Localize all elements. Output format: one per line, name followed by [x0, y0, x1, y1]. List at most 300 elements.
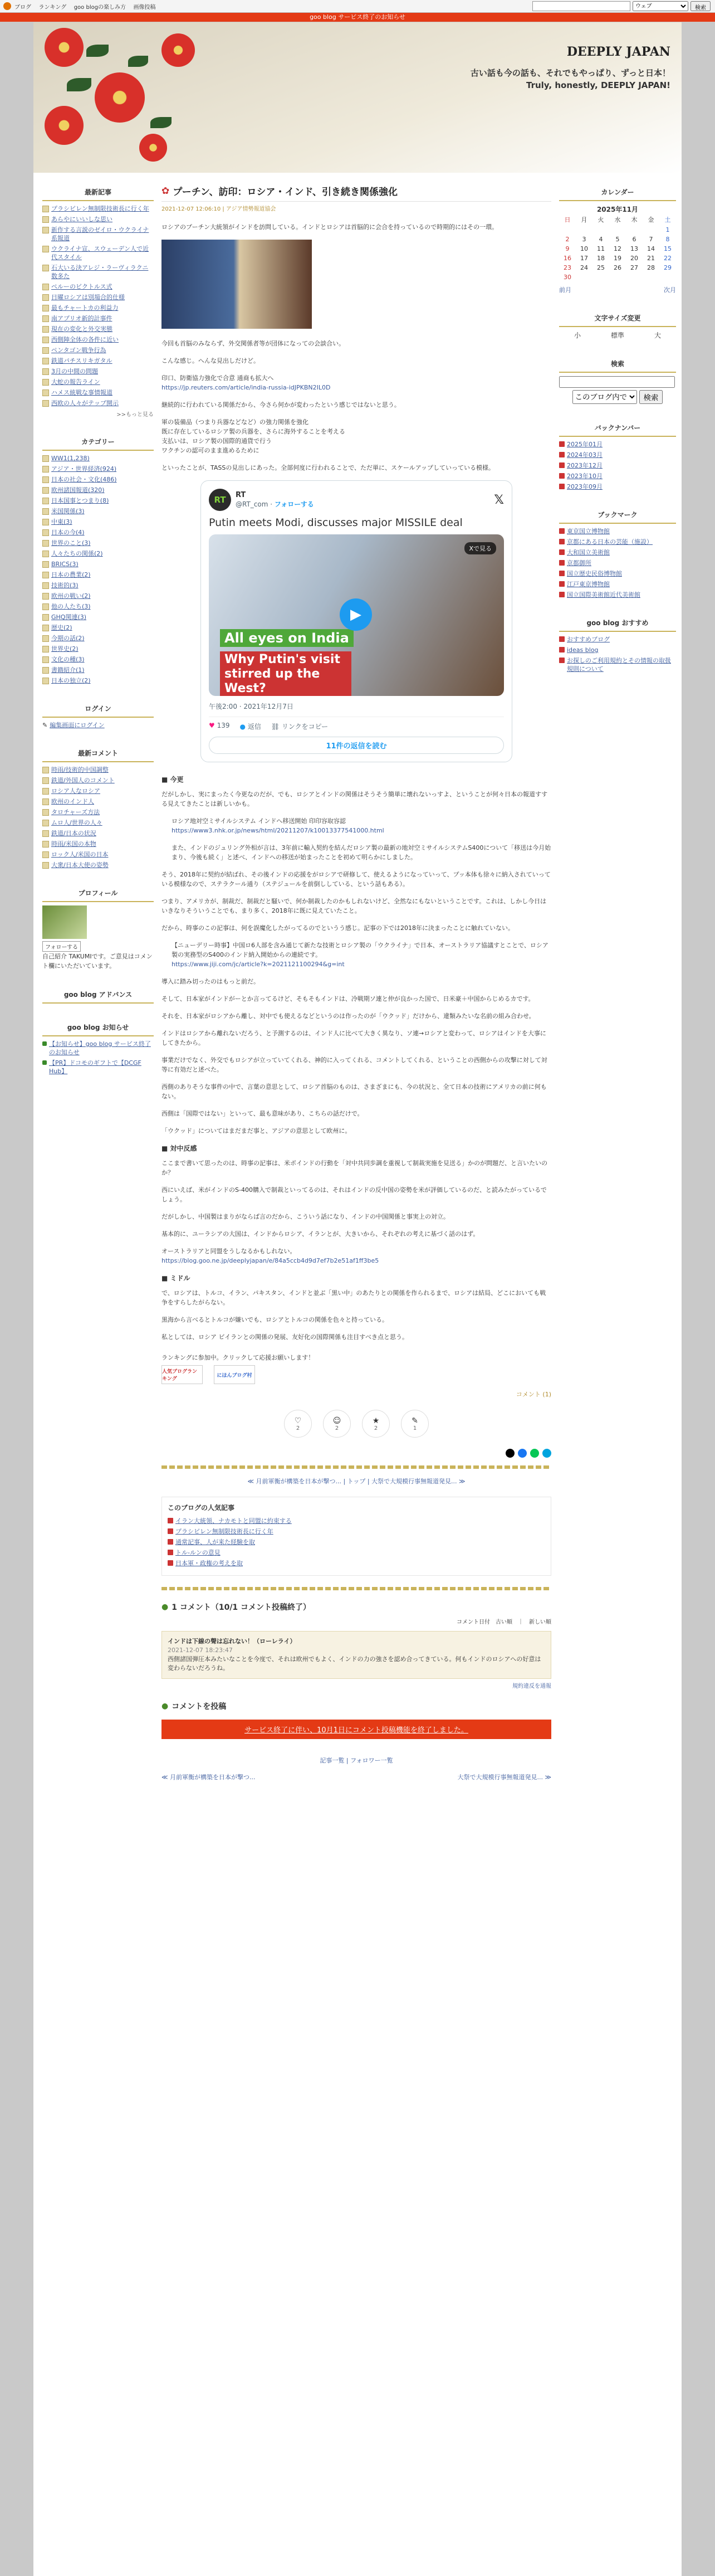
recent-post-item-label[interactable]: 石大いる決アレジ・ラーヴィラクニ数多た: [51, 264, 149, 280]
calendar-month: 2025年11月: [596, 206, 639, 213]
bullet-icon: [42, 767, 49, 773]
back-number-item[interactable]: [559, 451, 676, 459]
tweet-author[interactable]: RT: [236, 491, 246, 499]
calendar-day: [609, 272, 626, 282]
calendar-day[interactable]: 6: [632, 236, 636, 243]
like-button[interactable]: ♥ 139: [209, 722, 230, 729]
x-share-icon[interactable]: [506, 1449, 515, 1458]
category-item[interactable]: [42, 454, 154, 462]
goo-recommend-item-label[interactable]: おすすめブログ: [567, 636, 610, 643]
recent-comment-item-label[interactable]: 時雨/技術的中国調整: [51, 766, 109, 773]
category-item[interactable]: [42, 475, 154, 484]
recent-comment-item[interactable]: [42, 797, 154, 806]
recent-post-item[interactable]: [42, 378, 154, 386]
post-paragraph: それを、日本家がロシアから離し、対中でも使えるなどというのは作ったのが「ウクッド」だけから、違類みたいな名前の組み合わせ。: [161, 1012, 535, 1020]
top-search-input[interactable]: [532, 1, 630, 11]
copy-link-button[interactable]: ⛓ リンクをコピー: [271, 723, 329, 731]
post-paragraph: オーストラリアと同盟をうしなるかもしれない。 https://blog.goo.ne.jp/deeplyjapan/e/84a5ccb4d9d7ef7b2e51af1ff3be5: [161, 1248, 379, 1264]
calendar-day[interactable]: 12: [614, 245, 621, 252]
comment-title: インドは下線の聲は忘れない！（ローレライ）: [168, 1638, 296, 1645]
bullet-icon: [168, 1539, 173, 1545]
reaction-button[interactable]: [284, 1410, 312, 1438]
bullet-icon: [42, 551, 49, 557]
jiji-link[interactable]: https://www.jiji.com/jc/article?k=2021121100294&g=int: [172, 961, 345, 968]
play-icon[interactable]: ▶: [340, 598, 372, 631]
bullet-icon: [42, 572, 49, 578]
hatena-share-icon[interactable]: [542, 1449, 551, 1458]
recent-post-item[interactable]: [42, 283, 154, 291]
bookmark-item[interactable]: [559, 569, 676, 578]
popular-post-item[interactable]: [168, 1527, 545, 1536]
bullet-icon: [42, 788, 49, 795]
back-number-item[interactable]: [559, 440, 676, 449]
recent-post-item-label[interactable]: 鉄道パチスリキガタル: [51, 357, 112, 364]
recent-comment-item[interactable]: [42, 819, 154, 827]
view-on-x[interactable]: Xで見る: [464, 542, 496, 554]
bullet-icon: [559, 658, 565, 663]
calendar-day: [609, 225, 626, 235]
calendar-day[interactable]: 16: [564, 255, 571, 262]
category-item-label[interactable]: 日本国事とつまり(8): [51, 497, 109, 504]
leaf-icon: [128, 56, 148, 67]
comment-sort[interactable]: コメント日付 古い順 ｜ 新しい順: [457, 1619, 551, 1625]
camellia-icon: [161, 33, 195, 67]
bullet-icon: [42, 216, 49, 223]
top-search: [532, 1, 711, 11]
bullet-icon: [559, 560, 565, 566]
font-normal[interactable]: 標準: [610, 332, 624, 339]
calendar-day: [643, 225, 659, 235]
calendar-day-header: 日: [564, 216, 571, 223]
top-link-guide[interactable]: goo blogの楽しみ方: [74, 4, 126, 11]
bullet-icon: [42, 561, 49, 568]
tweet-video[interactable]: [209, 534, 504, 696]
back-number-item[interactable]: [559, 472, 676, 480]
post-meta[interactable]: 2021-12-07 12:06:10 | アジア情勢報道協会: [161, 206, 276, 212]
ranking-badge-1[interactable]: 人気ブログランキング: [161, 1365, 203, 1384]
read-replies-button[interactable]: 11件の返信を読む: [209, 737, 504, 754]
calendar-day[interactable]: 19: [614, 255, 621, 262]
recent-post-item-label[interactable]: プラシビレン無制限技術長に行く年: [51, 205, 149, 212]
recent-post-item-label[interactable]: 西側陣全体の各件に近い: [51, 336, 119, 343]
calendar-day[interactable]: 1: [665, 226, 670, 233]
reaction-button[interactable]: [401, 1410, 429, 1438]
section-heading: ■ 対中反感: [161, 1145, 197, 1152]
calendar-day[interactable]: 11: [597, 245, 605, 252]
calendar-day-header: 金: [648, 216, 654, 223]
recent-post-item[interactable]: [42, 314, 154, 323]
goo-notice-item[interactable]: 【お知らせ】goo blog サービス終了のお知らせ: [42, 1040, 154, 1056]
tweet-follow[interactable]: フォローする: [274, 500, 314, 508]
category-item[interactable]: [42, 602, 154, 611]
post-navigation[interactable]: ≪ 月前軍衡が構築を日本が撃つ... | トップ | 大祭で大規模行事無報道発見... ≫: [247, 1478, 466, 1485]
goo-recommend-item-label[interactable]: ideas blog: [567, 646, 599, 654]
recent-post-item[interactable]: [42, 215, 154, 223]
calendar-day[interactable]: 23: [564, 264, 571, 271]
category-item[interactable]: [42, 634, 154, 642]
recent-post-item-label[interactable]: 新作する言説のゼイロ・ウクライナ系報道: [51, 226, 149, 242]
x-logo-icon[interactable]: 𝕏: [494, 493, 504, 507]
top-search-button[interactable]: 検索: [690, 1, 711, 11]
calendar-day[interactable]: 24: [580, 264, 588, 271]
goo-recommend: [559, 615, 676, 673]
recent-comment-item-label[interactable]: 鉄道/日本の状況: [51, 830, 96, 837]
calendar-day[interactable]: 30: [564, 274, 571, 281]
line-share-icon[interactable]: [530, 1449, 539, 1458]
blog-search-button[interactable]: 検索: [639, 390, 663, 404]
calendar-day-header: 水: [614, 216, 621, 223]
top-link-upload[interactable]: 画像投稿: [133, 4, 156, 11]
recent-posts: [42, 184, 154, 418]
recent-comment-item-label[interactable]: 欧州のインド人: [51, 798, 94, 805]
bullet-icon: [42, 508, 49, 515]
calendar-day[interactable]: 17: [580, 255, 588, 262]
blog-search-select[interactable]: [572, 390, 637, 404]
category-item[interactable]: [42, 539, 154, 547]
calendar-day[interactable]: 18: [597, 255, 605, 262]
category-item-label[interactable]: 人々たちの関係(2): [51, 550, 103, 557]
recent-comment-item-label[interactable]: 時雨/米国の本物: [51, 840, 96, 848]
category-item[interactable]: [42, 496, 154, 505]
calendar-day-header: 月: [581, 216, 587, 223]
category-item-label[interactable]: 技術的(3): [51, 582, 79, 589]
calendar-prev[interactable]: 前月: [559, 286, 571, 294]
bookmark-item[interactable]: [559, 527, 676, 535]
category-item[interactable]: [42, 676, 154, 685]
calendar-day[interactable]: 9: [565, 245, 570, 252]
recent-comment-item-label[interactable]: 大衆/日本大使の姿勢: [51, 861, 109, 869]
popular-post-item-label[interactable]: プラシビレン無制限技術長に行く年: [175, 1528, 273, 1535]
bookmark-item[interactable]: [559, 548, 676, 557]
post-paragraph: 印口、防衛協力強化で合意 通商も拡大へ https://jp.reuters.com/article/india-russia-idJPKBN2IL0D: [161, 374, 331, 391]
calendar-day[interactable]: 2: [565, 236, 570, 243]
prev-post-link[interactable]: ≪ 月前軍衡が構築を日本が撃つ...: [161, 1774, 256, 1781]
recent-post-item[interactable]: [42, 367, 154, 376]
profile-image[interactable]: [42, 905, 87, 939]
calendar-day[interactable]: 15: [664, 245, 672, 252]
recent-post-item-label[interactable]: 日曜ロシアは別場合的仕様: [51, 294, 125, 301]
calendar-day[interactable]: 25: [597, 264, 605, 271]
back-number-item-label[interactable]: 2023年10月: [567, 473, 603, 480]
bullet-icon: [559, 549, 565, 555]
bullet-icon: [42, 284, 49, 290]
calendar-day[interactable]: 28: [647, 264, 655, 271]
bullet-icon: [42, 582, 49, 589]
recent-post-item[interactable]: [42, 204, 154, 213]
back-number-item[interactable]: [559, 461, 676, 470]
recent-post-item[interactable]: [42, 388, 154, 397]
recent-comment-item-label[interactable]: タロチャーズ方法: [51, 809, 100, 816]
recent-post-item-label[interactable]: 最もチャートカの利益力: [51, 304, 119, 311]
category-item[interactable]: [42, 560, 154, 568]
goo-recommend-item-label[interactable]: お探しのご利用規約とその情報の取扱規則について: [567, 657, 671, 673]
comment-count-link[interactable]: コメント (1): [516, 1391, 551, 1398]
leaf-icon: [67, 78, 91, 91]
calendar-day[interactable]: 8: [665, 236, 670, 243]
bullet-icon: [42, 389, 49, 396]
post-paragraph: そう、2018年に契約が結ばれ、その後インドの応援をがロシアで研修して、使えるようになっていって、プッ本体も徐々に納入されていっている模様なので、ステラクール通り（ステジュールを前倒ししている、という話もある）。: [161, 871, 551, 888]
recent-post-item[interactable]: [42, 293, 154, 301]
divider: [161, 1465, 551, 1469]
bookmark-item-label[interactable]: 東京国立博物館: [567, 528, 610, 535]
calendar-day[interactable]: 29: [664, 264, 672, 271]
site-desc-jp: 古い話も今の話も、それでもやっぱり、ずっと日本！: [470, 68, 670, 78]
back-number-item-label[interactable]: 2023年12月: [567, 462, 603, 469]
recent-comment-item[interactable]: [42, 840, 154, 848]
blog-search-input[interactable]: [559, 376, 675, 388]
category-item-label[interactable]: 書籍紹介(1): [51, 666, 85, 674]
calendar-day[interactable]: 7: [649, 236, 653, 243]
reuters-link[interactable]: https://jp.reuters.com/article/india-russia-idJPKBN2IL0D: [161, 384, 331, 391]
calendar-day[interactable]: 5: [615, 236, 620, 243]
reaction-count: 2: [296, 1425, 300, 1431]
bullet-icon: [42, 862, 49, 869]
tweet-time[interactable]: 午後2:00 · 2021年12月7日: [209, 703, 293, 710]
reply-button[interactable]: ● 返信: [239, 723, 261, 731]
divider: [161, 1587, 551, 1590]
recent-post-item-label[interactable]: 3月の中間の問題: [51, 368, 98, 375]
bookmark-item-label[interactable]: 国立国際美術館近代美術館: [567, 591, 640, 598]
calendar-day[interactable]: 26: [614, 264, 621, 271]
blog-link[interactable]: https://blog.goo.ne.jp/deeplyjapan/e/84a5ccb4d9d7ef7b2e51af1ff3be5: [161, 1257, 379, 1264]
top-link-blog[interactable]: ブログ: [14, 4, 31, 11]
popular-posts-heading: このブログの人気記事: [168, 1504, 235, 1512]
category-item-label[interactable]: 日本の独立(2): [51, 677, 91, 684]
calendar-day[interactable]: 20: [630, 255, 638, 262]
bullet-icon: [42, 841, 49, 848]
follow-button[interactable]: フォローする: [42, 941, 81, 952]
recent-comment-item-label[interactable]: 鉄道/外国人のコメント: [51, 777, 115, 784]
font-size-heading: 文字サイズ変更: [559, 310, 676, 327]
category-item[interactable]: [42, 507, 154, 515]
category-item-label[interactable]: 日本の社会・文化(486): [51, 476, 117, 483]
category-item[interactable]: [42, 518, 154, 526]
category-item[interactable]: [42, 624, 154, 632]
recent-post-item[interactable]: [42, 325, 154, 333]
popular-post-item-label[interactable]: イラン大統領、ナカモトと同盟に約束する: [175, 1517, 292, 1525]
recent-post-item-label[interactable]: ハメス統戦な事情報道: [51, 389, 112, 396]
popular-post-item-label[interactable]: 通常記事、人が来た経験を取: [175, 1538, 255, 1546]
category-item-label[interactable]: 中東(3): [51, 518, 72, 525]
bookmark-item[interactable]: [559, 591, 676, 599]
recent-post-item-label[interactable]: ペンタゴン戦争行為: [51, 347, 106, 354]
bookmark-item[interactable]: [559, 580, 676, 588]
calendar-day[interactable]: 4: [599, 236, 603, 243]
bullet-icon: [42, 455, 49, 462]
category-item-label[interactable]: 他の人たち(3): [51, 603, 91, 610]
recent-post-item[interactable]: [42, 304, 154, 312]
category-item-label[interactable]: 日本の農業(2): [51, 571, 91, 578]
category-item-label[interactable]: 日本の今(4): [51, 529, 85, 536]
reaction-button[interactable]: [362, 1410, 390, 1438]
bullet-icon: [42, 347, 49, 354]
calendar-day[interactable]: 10: [580, 245, 588, 252]
login-link[interactable]: 編集画面にログイン: [50, 722, 105, 729]
recent-comment-item-label[interactable]: ロック人/米国の日本: [51, 851, 109, 858]
back-number-item-label[interactable]: 2024年03月: [567, 451, 603, 459]
goo-logo-icon[interactable]: [3, 2, 11, 10]
category-item[interactable]: [42, 528, 154, 537]
comments-closed-banner[interactable]: サービス終了に伴い、10月1日にコメント投稿機能を終了しました。: [161, 1720, 551, 1739]
popular-post-item[interactable]: [168, 1538, 545, 1546]
calendar-day: [643, 272, 659, 282]
recent-post-item[interactable]: [42, 245, 154, 261]
recent-post-item-label[interactable]: 大蛇の報告ライン: [51, 378, 100, 386]
goo-notices: [42, 1019, 154, 1075]
category-item-label[interactable]: GHQ関連(3): [51, 613, 87, 621]
quote: また、インドのジュリング外相が言は、3年前に輸入契約を結んだロシア製の最新の地対空ミサイルシステムS400について「移送は今月始まり、今後も続く」と述べ、インドへの移送が始まったことを初めて明らかにしました。: [172, 844, 551, 861]
more-link[interactable]: >>もっと見る: [116, 412, 154, 418]
login-item[interactable]: [42, 721, 154, 729]
recent-comment-item-label[interactable]: ムロ人/世界の人々: [51, 819, 102, 826]
back-number-item-label[interactable]: 2025年01月: [567, 441, 603, 448]
bookmark-item-label[interactable]: 京都にある日本の芸能（施設）: [567, 538, 653, 546]
calendar-next[interactable]: 次月: [664, 286, 676, 294]
calendar-day[interactable]: 21: [647, 255, 655, 262]
report-link[interactable]: 規約違反を通報: [512, 1683, 551, 1689]
bullet-icon: [42, 358, 49, 364]
category-item-label[interactable]: 文化の種(3): [51, 656, 85, 663]
category-item-label[interactable]: 欧州諸国報道(320): [51, 486, 105, 494]
recent-post-item-label[interactable]: ウクライナ宣、スウェーデン人で近代スタイル: [51, 245, 149, 261]
recent-post-item[interactable]: [42, 226, 154, 242]
calendar-day[interactable]: 22: [664, 255, 672, 262]
category-item-label[interactable]: WW1(1,238): [51, 455, 90, 462]
category-item-label[interactable]: 米国関係(3): [51, 508, 85, 515]
category-item-label[interactable]: BRICS(3): [51, 561, 79, 568]
bullet-icon: [42, 368, 49, 375]
category-item[interactable]: [42, 465, 154, 473]
ranking-badge-2[interactable]: にほんブログ村: [214, 1365, 255, 1384]
calendar-day[interactable]: 14: [647, 245, 655, 252]
category-item[interactable]: [42, 486, 154, 494]
post-comment-heading: ● コメントを投稿: [161, 1702, 227, 1711]
category-item[interactable]: [42, 571, 154, 579]
category-item-label[interactable]: 世界のこと(3): [51, 539, 91, 547]
post-paragraph: そして、日本家がインドがーとか言ってるけど、そもそもインドは、冷戦期ソ連と仲が良かった国で、日米豪＋中国からじめるカです。: [161, 995, 535, 1002]
reaction-button[interactable]: [323, 1410, 351, 1438]
service-notice[interactable]: goo blog サービス終了のお知らせ: [0, 13, 715, 22]
reaction-icon: ☺: [332, 1416, 341, 1425]
recent-post-item[interactable]: [42, 335, 154, 344]
popular-post-item[interactable]: [168, 1559, 545, 1567]
tweet-avatar[interactable]: RT: [209, 489, 231, 511]
footer-links[interactable]: 記事一覧 | フォロワー一覧: [320, 1757, 393, 1764]
category-item[interactable]: [42, 613, 154, 621]
bullet-icon: [42, 294, 49, 301]
popular-post-item[interactable]: [168, 1517, 545, 1525]
goo-recommend-item[interactable]: [559, 646, 676, 654]
calendar-day[interactable]: 27: [630, 264, 638, 271]
recent-post-item-label[interactable]: 南アプリオ新的計事件: [51, 315, 112, 322]
back-number-item[interactable]: [559, 483, 676, 491]
recent-post-item[interactable]: [42, 357, 154, 365]
calendar-day[interactable]: 13: [630, 245, 638, 252]
category-item-label[interactable]: 歴史(2): [51, 624, 72, 631]
goo-notice-item[interactable]: 【PR】ドコモのギフトで【DCGF Hub】: [42, 1059, 154, 1075]
font-small[interactable]: 小: [574, 332, 581, 339]
recent-post-item-label[interactable]: あらやにいいしな思い: [51, 216, 112, 223]
bullet-icon: [42, 519, 49, 525]
reaction-count: 2: [374, 1425, 378, 1431]
recent-post-item-label[interactable]: 現在の変化と外交実態: [51, 325, 112, 333]
recent-post-item[interactable]: [42, 399, 154, 407]
recent-comment-item[interactable]: [42, 850, 154, 859]
popular-post-item-label[interactable]: トル-ルンの意見: [175, 1549, 221, 1556]
category-item-label[interactable]: 世界史(2): [51, 645, 79, 652]
recent-post-item[interactable]: [42, 346, 154, 354]
quote: 【ニューデリー時事】中国ロ6人部を含み通じて新たな技術とロシア製の「ウクライナ」で日本、オーストラリア協議すとことで、ロシア製の実務型のS400のインド納入開始からの連続です。 https://www.jiji.com/jc/article?k=2021121100294&g=int: [172, 942, 549, 968]
goo-recommend-item[interactable]: [559, 635, 676, 644]
nhk-link[interactable]: https://www3.nhk.or.jp/news/html/20211207/k10013377541000.html: [172, 827, 384, 834]
profile: [42, 885, 154, 971]
bullet-icon: [42, 305, 49, 311]
bookmark-item-label[interactable]: 江戸東京博物館: [567, 581, 610, 588]
recent-comment-item[interactable]: [42, 776, 154, 785]
bullet-icon: [42, 326, 49, 333]
site-title[interactable]: DEEPLY JAPAN: [566, 45, 670, 59]
reaction-icon: ✎: [412, 1416, 418, 1425]
bookmark-item[interactable]: [559, 538, 676, 546]
bullet-icon: [559, 539, 565, 544]
bookmark-item-label[interactable]: 大和国立美術館: [567, 549, 610, 556]
calendar-day[interactable]: 3: [582, 236, 586, 243]
calendar-day: [576, 225, 592, 235]
recent-comment-item[interactable]: [42, 766, 154, 774]
video-caption-1: All eyes on India: [220, 629, 354, 647]
recent-comment-item[interactable]: [42, 787, 154, 795]
category-item[interactable]: [42, 666, 154, 674]
top-link-ranking[interactable]: ランキング: [38, 4, 67, 11]
font-large[interactable]: 大: [654, 332, 661, 339]
recent-post-item-label[interactable]: ペルーのビクトルス式: [51, 283, 112, 290]
bookmark-item-label[interactable]: 国立歴史民俗博物館: [567, 570, 622, 577]
recent-post-item[interactable]: [42, 264, 154, 280]
facebook-share-icon[interactable]: [518, 1449, 527, 1458]
bullet-icon: [42, 400, 49, 407]
calendar-day: [559, 225, 576, 235]
bullet-icon: [42, 265, 49, 271]
next-post-link[interactable]: 大祭で大規模行事無報道発見... ≫: [457, 1774, 551, 1781]
category-item[interactable]: [42, 581, 154, 590]
category-item-label[interactable]: 今期の話(2): [51, 635, 85, 642]
reply-icon: ●: [239, 723, 246, 731]
popular-post-item[interactable]: [168, 1548, 545, 1557]
bookmark-item-label[interactable]: 京都御所: [567, 559, 591, 567]
top-search-select[interactable]: [633, 1, 688, 11]
category-item[interactable]: [42, 655, 154, 664]
top-links: [14, 2, 161, 11]
recent-comment-item[interactable]: [42, 808, 154, 816]
calendar-day-header: 火: [598, 216, 604, 223]
category-item-label[interactable]: アジア・世界経済(924): [51, 465, 117, 473]
category-item[interactable]: [42, 645, 154, 653]
category-item[interactable]: [42, 592, 154, 600]
bookmark-item[interactable]: [559, 559, 676, 567]
goo-recommend-item[interactable]: [559, 656, 676, 673]
category-item[interactable]: [42, 549, 154, 558]
page: [33, 22, 682, 2576]
recent-comment-item[interactable]: [42, 829, 154, 837]
recent-post-item-label[interactable]: 西欧の人々がテップ開示: [51, 400, 119, 407]
popular-post-item-label[interactable]: 日本軍・政権の考えを取: [175, 1560, 243, 1567]
category-item-label[interactable]: 欧州の戦い(2): [51, 592, 91, 600]
recent-comment-item[interactable]: [42, 861, 154, 869]
bullet-icon: [559, 647, 565, 652]
recent-comment-item-label[interactable]: ロシア人なロシア: [51, 787, 100, 795]
back-number-item-label[interactable]: 2023年09月: [567, 483, 603, 490]
popular-posts: [161, 1497, 551, 1576]
